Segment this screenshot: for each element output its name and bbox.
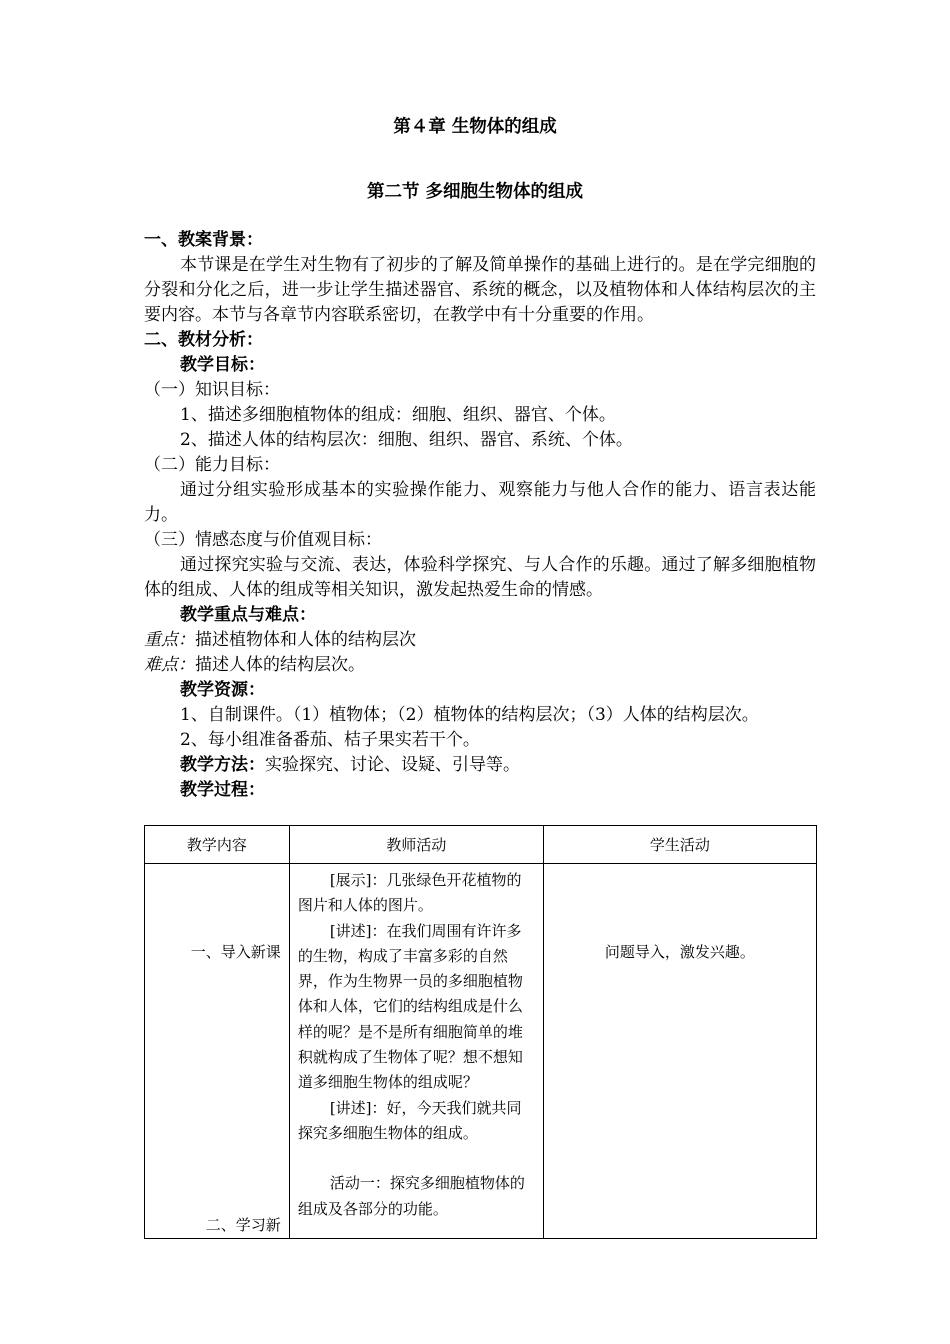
teacher-activity-1: 活动一：探究多细胞植物体的组成及各部分的功能。 xyxy=(297,1174,525,1218)
table-header-row xyxy=(145,826,817,864)
teaching-method xyxy=(144,753,816,778)
goals-heading: 教学目标： xyxy=(180,355,265,375)
teaching-process-table xyxy=(144,825,817,1239)
analysis-heading: 二、教材分析： xyxy=(144,330,263,350)
document-body xyxy=(144,228,816,803)
difficult-text: 描述人体的结构层次。 xyxy=(195,655,365,675)
section-title: 第二节 多细胞生物体的组成 xyxy=(366,182,584,202)
teacher-narration-1: [讲述]：在我们周围有许许多的生物，构成了丰富多彩的自然界，作为生物界一员的多细胞植物体和人体，它们的结构组成是什么样的呢？是不是所有细胞简单的堆积就构成了生物体了呢？想不想知道多细胞生物体的组成呢？ xyxy=(297,921,523,1092)
background-text: 本节课是在学生对生物有了初步的了解及简单操作的基础上进行的。是在学完细胞的分裂和分化之后，进一步让学生描述器官、系统的概念，以及植物体和人体结构层次的主要内容。本节与各章节内容联系密切，在教学中有十分重要的作用。 xyxy=(144,255,816,325)
teacher-narration-2: [讲述]：好，今天我们就共同探究多细胞生物体的组成。 xyxy=(297,1098,522,1142)
stage-new-learning: 二、学习新 xyxy=(205,1216,281,1234)
knowledge-item-2: 2、描述人体的结构层次：细胞、组织、器官、系统、个体。 xyxy=(180,430,633,450)
background-heading: 一、教案背景： xyxy=(144,230,263,250)
emotion-heading: （三）情感态度与价值观目标： xyxy=(144,530,382,550)
student-activity-1: 问题导入，激发兴趣。 xyxy=(604,943,755,961)
knowledge-heading: （一）知识目标： xyxy=(144,380,280,400)
key-label: 重点： xyxy=(144,630,195,650)
resource-item-2: 2、每小组准备番茄、桔子果实若干个。 xyxy=(180,730,480,750)
table-row xyxy=(145,864,817,1239)
key-points-heading: 教学重点与难点： xyxy=(180,605,316,625)
key-text: 描述植物体和人体的结构层次 xyxy=(195,630,416,650)
method-label: 教学方法： xyxy=(180,755,265,775)
key-point xyxy=(144,628,816,653)
teacher-cell xyxy=(289,864,543,1239)
process-heading: 教学过程： xyxy=(180,780,265,800)
difficult-point xyxy=(144,653,816,678)
knowledge-item-1: 1、描述多细胞植物体的组成：细胞、组织、器官、个体。 xyxy=(180,405,616,425)
content-cell xyxy=(145,864,290,1239)
teacher-display: [展示]：几张绿色开花植物的图片和人体的图片。 xyxy=(297,871,522,915)
header-student: 学生活动 xyxy=(543,826,816,864)
header-content: 教学内容 xyxy=(145,826,290,864)
resource-item-1: 1、自制课件。（1）植物体；（2）植物体的结构层次；（3）人体的结构层次。 xyxy=(180,705,759,725)
method-text: 实验探究、讨论、设疑、引导等。 xyxy=(265,755,520,775)
ability-text: 通过分组实验形成基本的实验操作能力、观察能力与他人合作的能力、语言表达能力。 xyxy=(144,480,816,525)
resources-heading: 教学资源： xyxy=(180,680,265,700)
emotion-text: 通过探究实验与交流、表达，体验科学探究、与人合作的乐趣。通过了解多细胞植物体的组成、人体的组成等相关知识，激发起热爱生命的情感。 xyxy=(144,555,816,600)
stage-intro: 一、导入新课 xyxy=(190,943,281,961)
student-cell xyxy=(543,864,816,1239)
difficult-label: 难点： xyxy=(144,655,195,675)
ability-heading: （二）能力目标： xyxy=(144,455,280,475)
header-teacher: 教师活动 xyxy=(289,826,543,864)
chapter-title: 第４章 生物体的组成 xyxy=(393,117,557,137)
